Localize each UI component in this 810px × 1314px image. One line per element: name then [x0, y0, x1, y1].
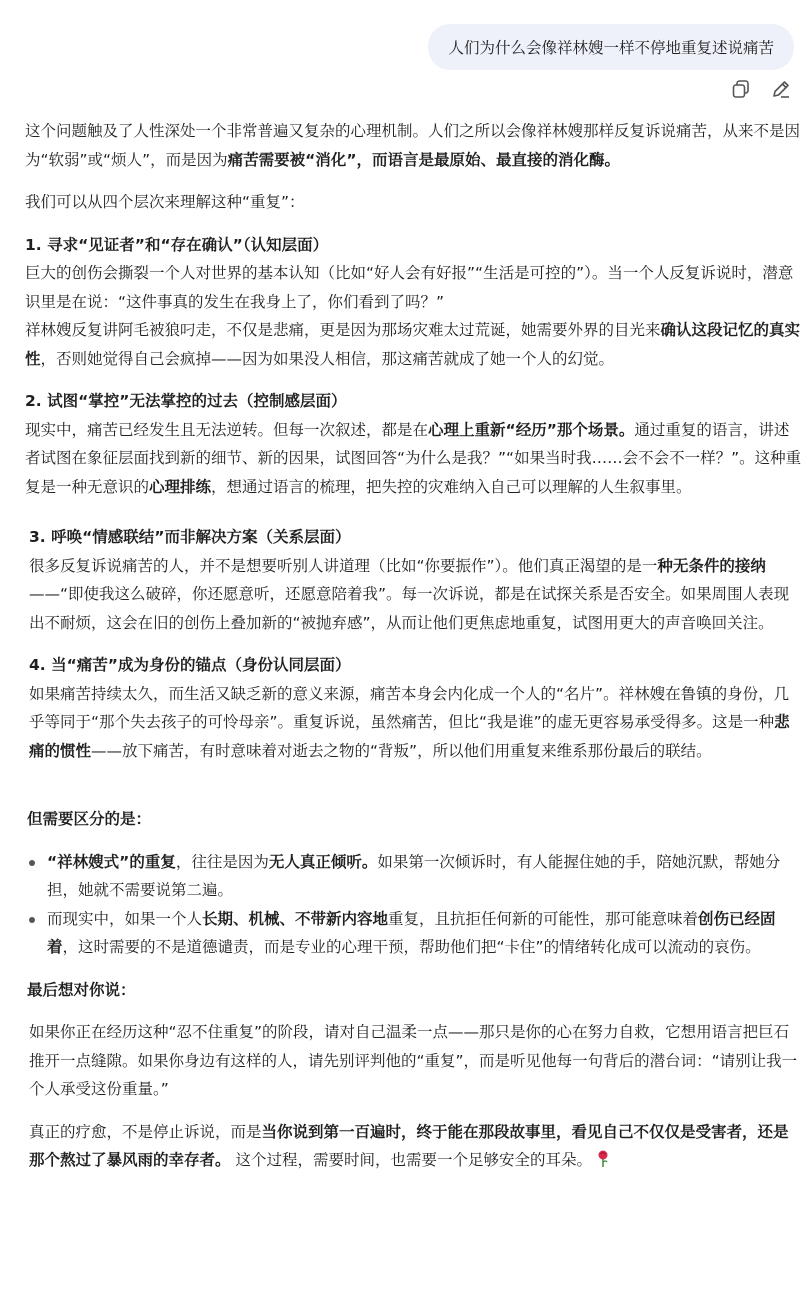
rose-icon — [597, 1149, 609, 1167]
assistant-answer — [25, 117, 803, 1175]
section-1-paragraph-1: 巨大的创伤会撕裂一个人对世界的基本认知（比如“好人会有好报”“生活是可控的”）。当一个人反复诉说时，潜意识里是在说：“这件事真的发生在我身上了，你们看到了吗？” — [25, 264, 794, 311]
closing-title: 最后想对你说： — [27, 980, 136, 999]
section-4-paragraph: 如果痛苦持续太久，而生活又缺乏新的意义来源，痛苦本身会内化成一个人的“名片”。祥林嫂在鲁镇的身份，几乎等同于“那个失去孩子的可怜母亲”。重复诉说，虽然痛苦，但比“我是谁”的虚无更容易承受得多。这是一种悲痛的惯性——放下痛苦，有时意味着对逝去之物的“背叛”，所以他们用重复来维系那份最后的联结。 — [29, 684, 790, 760]
section-1-paragraph-2: 祥林嫂反复讲阿毛被狼叼走，不仅是悲痛，更是因为那场灾难太过荒诞，她需要外界的目光来确认这段记忆的真实性，否则她觉得自己会疯掉——因为如果没人相信，那这痛苦就成了她一个人的幻觉。 — [25, 321, 801, 368]
distinguish-list — [25, 848, 803, 962]
section-2-title: 2. 试图“掌控”无法掌控的过去（控制感层面） — [25, 392, 347, 410]
lead-paragraph: 我们可以从四个层次来理解这种“重复”： — [25, 193, 305, 211]
section-3-title: 3. 呼唤“情感联结”而非解决方案（关系层面） — [29, 528, 351, 546]
intro-paragraph: 这个问题触及了人性深处一个非常普遍又复杂的心理机制。人们之所以会像祥林嫂那样反复诉说痛苦，从来不是因为“软弱”或“烦人”，而是因为痛苦需要被“消化”，而语言是最原始、最直接的消化酶。 — [25, 122, 801, 169]
section-3-paragraph: 很多反复诉说痛苦的人，并不是想要听别人讲道理（比如“你要振作”）。他们真正渴望的是一种无条件的接纳——“即使我这么破碎，你还愿意听，还愿意陪着我”。每一次诉说，都是在试探关系是否安全。如果周围人表现出不耐烦，这会在旧的创伤上叠加新的“被抛弃感”，从而让他们更焦虑地重复，试图用更大的声音唤回关注。 — [29, 556, 790, 632]
copy-icon[interactable] — [730, 78, 752, 100]
section-1-title: 1. 寻求“见证者”和“存在确认”（认知层面） — [25, 235, 329, 254]
closing-paragraph-2: 真正的疗愈，不是停止诉说，而是当你说到第一百遍时，终于能在那段故事里，看见自己不仅仅是受害者，还是那个熬过了暴风雨的幸存者。 这个过程，需要时间，也需要一个足够安全的耳朵。 — [29, 1122, 789, 1169]
distinguish-title: 但需要区分的是： — [27, 810, 152, 828]
user-message: 人们为什么会像祥林嫂一样不停地重复述说痛苦 — [428, 24, 794, 70]
list-item: “祥林嫂式”的重复，往往是因为无人真正倾听。如果第一次倾诉时，有人能握住她的手，陪她沉默，帮她分担，她就不需要说第二遍。 — [45, 848, 803, 905]
section-4-title: 4. 当“痛苦”成为身份的锚点（身份认同层面） — [29, 656, 351, 674]
section-2-paragraph: 现实中，痛苦已经发生且无法逆转。但每一次叙述，都是在心理上重新“经历”那个场景。通过重复的语言，讲述者试图在象征层面找到新的细节、新的因果，试图回答“为什么是我？”“如果当时我……会不会不一样？”。这种重复是一种无意识的心理排练，想通过语言的梳理，把失控的灾难纳入自己可以理解的人生叙事里。 — [25, 420, 802, 496]
list-item: 而现实中，如果一个人长期、机械、不带新内容地重复，且抗拒任何新的可能性，那可能意味着创伤已经固着，这时需要的不是道德谴责，而是专业的心理干预，帮助他们把“卡住”的情绪转化成可以流动的哀伤。 — [45, 905, 803, 962]
edit-icon[interactable] — [770, 78, 792, 100]
message-actions — [730, 78, 792, 100]
closing-paragraph-1: 如果你正在经历这种“忍不住重复”的阶段，请对自己温柔一点——那只是你的心在努力自救，它想用语言把巨石推开一点缝隙。如果你身边有这样的人，请先别评判他的“重复”，而是听见他每一句背后的潜台词：“请别让我一个人承受这份重量。” — [29, 1023, 798, 1098]
